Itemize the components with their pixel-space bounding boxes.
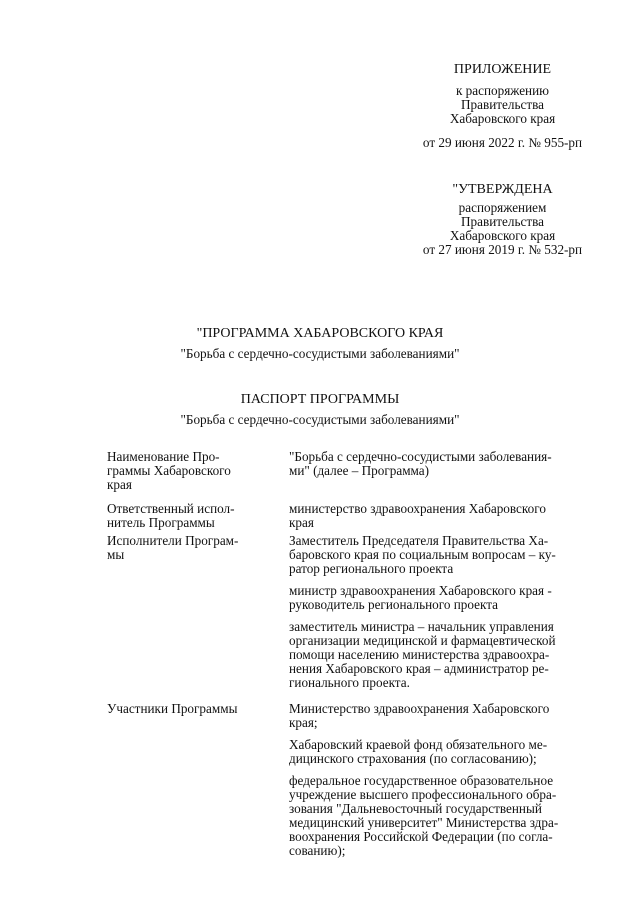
participants-paragraph-2 bbox=[289, 738, 601, 766]
value-line: руководитель регионального проекта bbox=[289, 597, 498, 612]
participants-paragraph-3 bbox=[289, 774, 601, 858]
value-line: министр здравоохранения Хабаровского края - bbox=[289, 583, 552, 598]
passport-title: ПАСПОРТ ПРОГРАММЫ bbox=[240, 392, 400, 407]
appendix-block bbox=[395, 62, 610, 150]
value-line: помощи населению министерства здравоохра- bbox=[289, 647, 550, 662]
program-subtitle: "Борьба с сердечно-сосудистыми заболеваниями" bbox=[180, 346, 460, 361]
row-value-name bbox=[289, 450, 601, 478]
appendix-line-1: к распоряжению bbox=[455, 83, 550, 98]
label-line: Наименование Про- bbox=[107, 449, 220, 464]
approved-date: от 27 июня 2019 г. № 532-рп bbox=[422, 242, 583, 257]
approved-heading: "УТВЕРЖДЕНА bbox=[452, 182, 553, 197]
executors-paragraph-1 bbox=[289, 534, 601, 576]
label-line: Ответственный испол- bbox=[107, 501, 235, 516]
label-line: мы bbox=[107, 547, 125, 562]
label-line: граммы Хабаровского bbox=[107, 463, 231, 478]
row-label-executors bbox=[107, 534, 263, 562]
row-value-responsible bbox=[289, 502, 601, 530]
row-label-participants bbox=[107, 702, 263, 716]
value-line: организации медицинской и фармацевтической bbox=[289, 633, 556, 648]
program-title: "ПРОГРАММА ХАБАРОВСКОГО КРАЯ bbox=[196, 326, 444, 341]
value-line: баровского края по социальным вопросам – ку- bbox=[289, 547, 556, 562]
value-line: медицинский университет" Министерства здра- bbox=[289, 815, 559, 830]
value-line: ми" (далее – Программа) bbox=[289, 463, 430, 478]
appendix-line-2: Правительства bbox=[461, 97, 544, 112]
value-line: Министерство здравоохранения Хабаровского bbox=[289, 701, 550, 716]
value-line: зования "Дальневосточный государственный bbox=[289, 801, 542, 816]
value-line: заместитель министра – начальник управления bbox=[289, 619, 554, 634]
value-line: гионального проекта. bbox=[289, 675, 410, 690]
approved-line-1: распоряжением bbox=[458, 200, 547, 215]
value-line: нения Хабаровского края – администратор ре- bbox=[289, 661, 549, 676]
value-line: края bbox=[289, 515, 314, 530]
value-line: Хабаровский краевой фонд обязательного ме- bbox=[289, 737, 548, 752]
value-line: министерство здравоохранения Хабаровского bbox=[289, 501, 546, 516]
row-label-responsible bbox=[107, 502, 263, 530]
passport-subtitle: "Борьба с сердечно-сосудистыми заболеваниями" bbox=[180, 412, 460, 427]
label-line: Исполнители Програм- bbox=[107, 533, 239, 548]
value-line: сованию); bbox=[289, 843, 346, 858]
approved-block bbox=[400, 182, 605, 257]
label-line: края bbox=[107, 477, 132, 492]
value-line: федеральное государственное образовательное bbox=[289, 773, 554, 788]
approved-line-3: Хабаровского края bbox=[449, 228, 556, 243]
value-line: воохранения Российской Федерации (по согла- bbox=[289, 829, 553, 844]
executors-paragraph-3 bbox=[289, 620, 601, 690]
value-line: Заместитель Председателя Правительства Ха- bbox=[289, 533, 549, 548]
value-line: ратор регионального проекта bbox=[289, 561, 454, 576]
appendix-heading: ПРИЛОЖЕНИЕ bbox=[453, 62, 552, 77]
row-value-participants bbox=[289, 702, 601, 858]
row-label-name bbox=[107, 450, 263, 492]
value-line: дицинского страхования (по согласованию); bbox=[289, 751, 537, 766]
appendix-date: от 29 июня 2022 г. № 955-рп bbox=[422, 135, 583, 150]
value-line: учреждение высшего профессионального обра- bbox=[289, 787, 557, 802]
approved-line-2: Правительства bbox=[461, 214, 544, 229]
value-line: края; bbox=[289, 715, 318, 730]
row-value-executors bbox=[289, 534, 601, 690]
value-line: "Борьба с сердечно-сосудистыми заболевания- bbox=[289, 449, 552, 464]
participants-paragraph-1 bbox=[289, 702, 601, 730]
passport-title-block bbox=[80, 392, 560, 427]
label-line: нитель Программы bbox=[107, 515, 215, 530]
label-line: Участники Программы bbox=[107, 701, 238, 716]
program-title-block bbox=[80, 326, 560, 361]
executors-paragraph-2 bbox=[289, 584, 601, 612]
appendix-line-3: Хабаровского края bbox=[449, 111, 556, 126]
